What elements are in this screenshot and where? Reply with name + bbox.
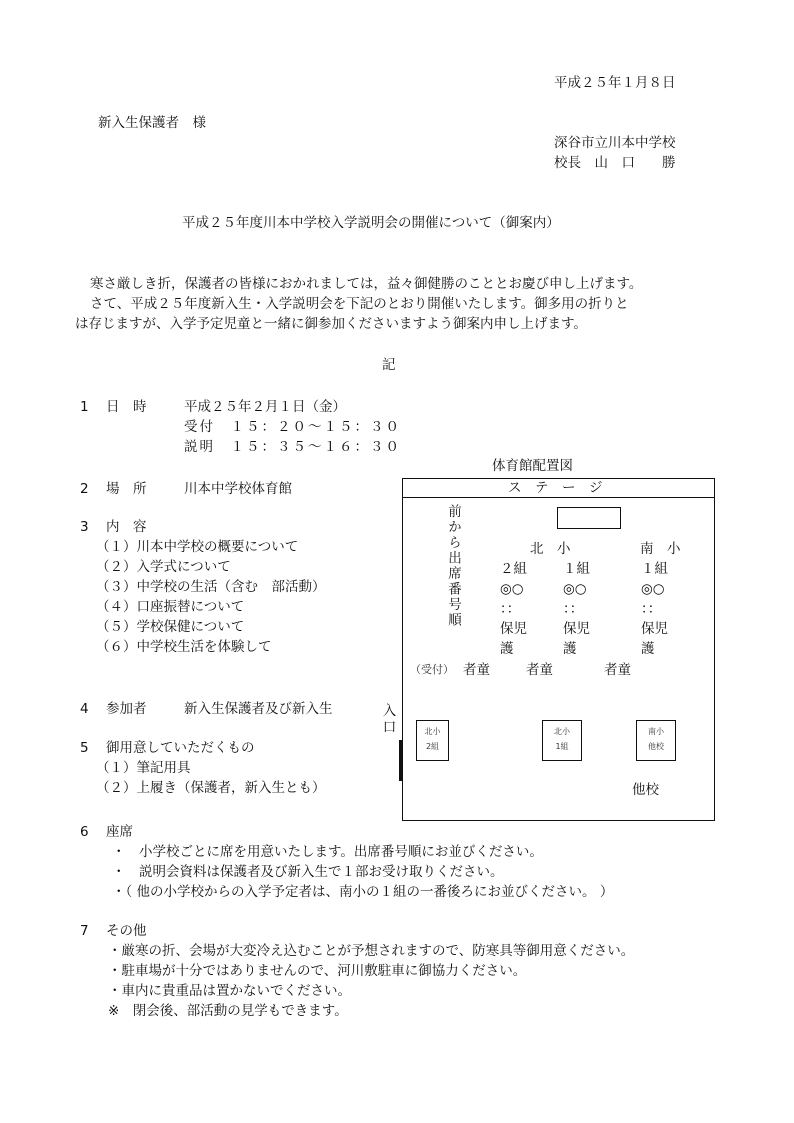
section-5-number: 5 xyxy=(80,740,89,756)
entrance-door xyxy=(399,740,402,781)
desk-line: 南小 xyxy=(648,727,664,736)
section-3-number: 3 xyxy=(80,519,89,535)
section-6-item: ・ 小学校ごとに席を用意いたします。出席番号順にお並びください。 xyxy=(112,844,543,860)
intro-line-2: さて、平成２５年度新入生・入学説明会を下記のとおり開催いたします。御多用の折りと xyxy=(90,296,629,312)
group-marks: ◎○ xyxy=(500,581,524,597)
section-7-item: ・車内に貴重品は置かないでください。 xyxy=(108,983,351,999)
document-date: 平成２５年１月８日 xyxy=(554,75,676,91)
desk-south-other xyxy=(636,720,676,761)
group-row3: 者童 xyxy=(463,662,490,678)
section-1-reception: 受付 １５：２０～１５：３０ xyxy=(184,419,401,435)
section-7-item: ※ 閉会後、部活動の見学もできます。 xyxy=(108,1003,348,1019)
intro-line-1: 寒さ厳しき折，保護者の皆様におかれましては，益々御健勝のこととお慶び申し上げます。 xyxy=(90,276,643,292)
section-6-item: ・ 説明会資料は保護者及び新入生で１部お受け取りください。 xyxy=(112,864,504,880)
section-1-label: 日 時 xyxy=(106,399,147,415)
entrance-label: 入口 xyxy=(379,703,396,736)
order-label: 前から出席番号順 xyxy=(445,504,461,628)
document-title: 平成２５年度川本中学校入学説明会の開催について（御案内） xyxy=(182,215,560,231)
south-school-label: 南 小 xyxy=(640,541,681,557)
group-marks: ◎○ xyxy=(641,581,665,597)
section-6-item: ・（ 他の小学校からの入学予定者は、南小の１組の一番後ろにお並びください。 ） xyxy=(112,884,614,900)
desk-line: 2組 xyxy=(425,742,440,752)
section-3-label: 内 容 xyxy=(106,519,147,535)
group-row1: 保児 xyxy=(500,621,527,637)
group-row3: 者童 xyxy=(526,662,553,678)
sender-school: 深谷市立川本中学校 xyxy=(554,135,676,151)
section-3-item: （３）中学校の生活（含む 部活動） xyxy=(96,579,326,595)
section-6-number: 6 xyxy=(80,824,89,840)
stage-label: ス テ ー ジ xyxy=(508,480,603,496)
desk-line: 北小 xyxy=(424,727,441,736)
section-7-label: その他 xyxy=(106,923,147,939)
other-school-label: 他校 xyxy=(632,782,659,798)
diagram-title: 体育館配置図 xyxy=(492,458,573,474)
section-7-item: ・厳寒の折、会場が大変冷え込むことが予想されますので、防寒具等御用意ください。 xyxy=(108,943,635,959)
group-row1: 保児 xyxy=(563,621,590,637)
group-class: ２組 xyxy=(500,561,527,577)
group-row2: 護 xyxy=(641,641,655,657)
group-row2: 護 xyxy=(500,641,514,657)
section-1-date: 平成２５年２月１日（金） xyxy=(184,399,346,415)
reception-label: （受付） xyxy=(410,663,454,676)
section-7-item: ・駐車場が十分ではありませんので、河川敷駐車に御協力ください。 xyxy=(108,963,527,979)
group-class: １組 xyxy=(641,561,668,577)
section-2-value: 川本中学校体育館 xyxy=(184,481,292,497)
intro-line-3: は存じますが、入学予定児童と一緒に御参加くださいますよう御案内申し上げます。 xyxy=(75,316,587,332)
addressee: 新入生保護者 様 xyxy=(98,115,206,131)
sender-principal: 校長 山 口 勝 xyxy=(554,155,676,171)
desk-line: 1組 xyxy=(555,742,569,752)
section-3-item: （１）川本中学校の概要について xyxy=(96,539,299,555)
desk-north-2 xyxy=(416,720,449,761)
section-3-item: （６）中学校生活を体験して xyxy=(96,639,272,655)
group-dots: ：： xyxy=(500,601,521,617)
desk-line: 他校 xyxy=(648,742,664,752)
section-7-number: 7 xyxy=(80,923,89,939)
section-3-item: （５）学校保健について xyxy=(96,619,245,635)
group-row2: 護 xyxy=(563,641,577,657)
group-marks: ◎○ xyxy=(563,581,587,597)
group-row1: 保児 xyxy=(641,621,668,637)
section-5-label: 御用意していただくもの xyxy=(106,740,255,756)
section-3-item: （４）口座振替について xyxy=(96,599,245,615)
group-row3: 者童 xyxy=(604,662,631,678)
group-dots: ：： xyxy=(563,601,584,617)
section-2-number: 2 xyxy=(80,481,89,497)
podium xyxy=(557,507,621,529)
group-class: １組 xyxy=(563,561,590,577)
desk-line: 北小 xyxy=(554,727,570,736)
section-3-item: （２）入学式について xyxy=(96,559,231,575)
north-school-label: 北 小 xyxy=(530,541,571,557)
section-4-label: 参加者 xyxy=(106,701,147,717)
section-4-number: 4 xyxy=(80,701,89,717)
section-4-value: 新入生保護者及び新入生 xyxy=(184,701,333,717)
section-2-label: 場 所 xyxy=(106,481,147,497)
section-5-item: （１）筆記用具 xyxy=(96,760,191,776)
section-5-item: （２）上履き（保護者，新入生とも） xyxy=(96,780,326,796)
ki-heading: 記 xyxy=(382,357,396,373)
section-1-explanation: 説明 １５：３５～１６：３０ xyxy=(184,439,401,455)
section-6-label: 座席 xyxy=(106,824,133,840)
section-1-number: 1 xyxy=(80,399,89,415)
desk-north-1 xyxy=(542,720,582,761)
group-dots: ：： xyxy=(641,601,662,617)
